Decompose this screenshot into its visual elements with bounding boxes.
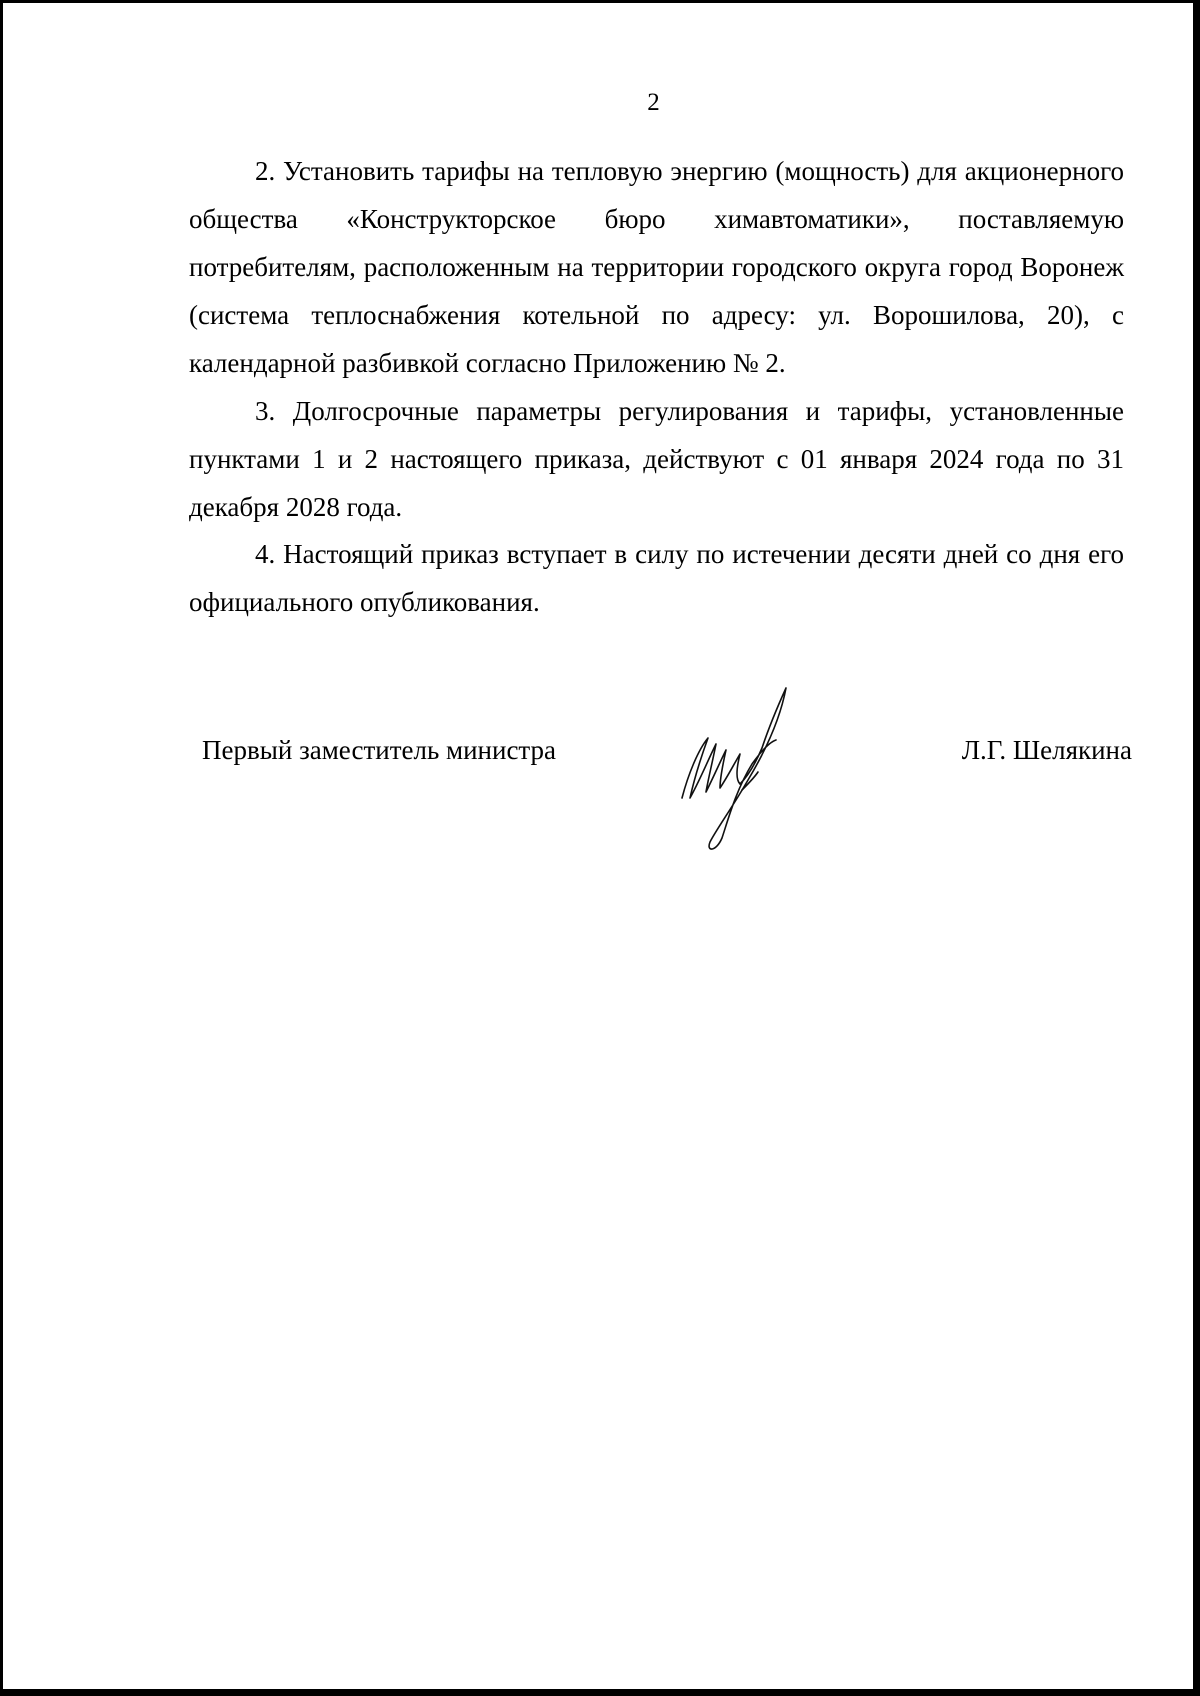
document-body <box>189 147 1124 625</box>
paragraph-2: 2. Установить тарифы на тепловую энергию (мощность) для акционерного общества «Конструкторское бюро химавтоматики», поставляемую потребителям, расположенным на территории городского округа город Воронеж (система теплоснабжения котельной по адресу: ул. Ворошилова, 20), с календарной разбивкой согласно Приложению № 2. <box>189 156 1124 378</box>
paragraph-3: 3. Долгосрочные параметры регулирования и тарифы, установленные пунктами 1 и 2 настоящего приказа, действуют с 01 января 2024 года по 31 декабря 2028 года. <box>189 396 1124 522</box>
page-number: 2 <box>647 89 660 116</box>
signatory-name: Л.Г. Шелякина <box>961 735 1132 765</box>
signatory-title: Первый заместитель министра <box>202 735 557 765</box>
handwritten-signature <box>670 680 810 850</box>
paragraph-4: 4. Настоящий приказ вступает в силу по истечении десяти дней со дня его официального опубликования. <box>189 539 1124 617</box>
